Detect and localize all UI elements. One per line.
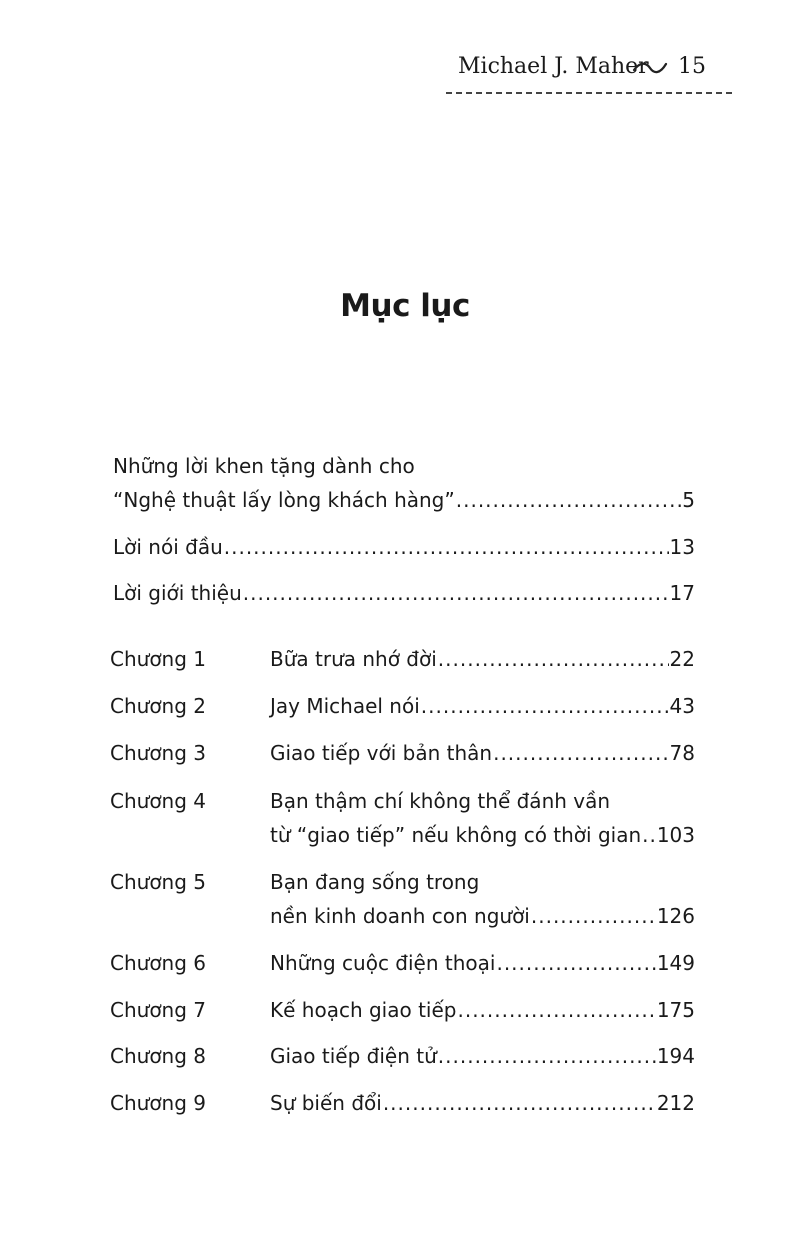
chapter-label: Chương 4 [110, 789, 207, 813]
dot-leader [457, 998, 655, 1022]
chapter-label: Chương 8 [110, 1044, 207, 1068]
chapter-title: nền kinh doanh con người [270, 904, 530, 928]
dot-leader [531, 904, 656, 928]
toc-page-number: 126 [656, 904, 695, 928]
toc-page-number: 212 [656, 1091, 695, 1115]
dot-leader [493, 741, 668, 765]
toc-entry-line: Những lời khen tặng dành cho [113, 454, 415, 478]
chapter-title: Sự biến đổi [270, 1091, 382, 1115]
chapter-title: Những cuộc điện thoại [270, 951, 496, 975]
toc-page-number: 17 [669, 581, 695, 605]
toc-entry-chapter-8 [270, 1044, 695, 1068]
header-page-number: 15 [678, 54, 706, 79]
toc-entry-praise [113, 454, 695, 512]
chapter-title: Jay Michael nói [270, 694, 420, 718]
chapter-label: Chương 9 [110, 1091, 207, 1115]
dot-leader [383, 1091, 656, 1115]
toc-entry-chapter-9 [270, 1091, 695, 1115]
toc-page-number: 22 [669, 647, 695, 671]
chapter-title: Bạn đang sống trong [270, 870, 480, 894]
chapter-label: Chương 2 [110, 694, 207, 718]
chapter-title: Giao tiếp điện tử [270, 1044, 437, 1068]
toc-entry-chapter-2 [270, 694, 695, 718]
page-title: Mục lục [340, 288, 470, 324]
chapter-label: Chương 7 [110, 998, 207, 1022]
toc-entry-chapter-3 [270, 741, 695, 765]
chapter-title: Bữa trưa nhớ đời [270, 647, 437, 671]
chapter-title: từ “giao tiếp” nếu không có thời gian [270, 823, 642, 847]
dot-leader [421, 694, 669, 718]
toc-page-number: 149 [656, 951, 695, 975]
dot-leader [456, 488, 682, 512]
dot-leader [243, 581, 669, 605]
header-author: Michael J. Maher [458, 54, 649, 79]
chapter-label: Chương 1 [110, 647, 207, 671]
toc-entry-line: Lời giới thiệu [113, 581, 242, 605]
swirl-ornament-icon [632, 60, 668, 76]
toc-page-number: 78 [669, 741, 695, 765]
dot-leader [224, 535, 669, 559]
chapter-label: Chương 3 [110, 741, 207, 765]
dot-leader [438, 1044, 656, 1068]
chapter-label: Chương 6 [110, 951, 207, 975]
toc-entry-preface [113, 535, 695, 559]
toc-entry-line: Lời nói đầu [113, 535, 223, 559]
toc-entry-introduction [113, 581, 695, 605]
toc-entry-chapter-5 [270, 870, 695, 928]
dot-leader [642, 823, 656, 847]
toc-page-number: 13 [669, 535, 695, 559]
toc-page-number: 175 [656, 998, 695, 1022]
dot-leader [496, 951, 655, 975]
toc-entry-chapter-6 [270, 951, 695, 975]
toc-entry-chapter-7 [270, 998, 695, 1022]
toc-entry-line: “Nghệ thuật lấy lòng khách hàng” [113, 488, 455, 512]
chapter-title: Kế hoạch giao tiếp [270, 998, 457, 1022]
toc-page-number: 103 [656, 823, 695, 847]
chapter-title: Giao tiếp với bản thân [270, 741, 493, 765]
toc-page-number: 5 [682, 488, 695, 512]
dot-leader [438, 647, 669, 671]
toc-page-number: 194 [656, 1044, 695, 1068]
chapter-label: Chương 5 [110, 870, 207, 894]
toc-entry-chapter-1 [270, 647, 695, 671]
running-header [446, 52, 732, 94]
chapter-title: Bạn thậm chí không thể đánh vần [270, 789, 611, 813]
toc-entry-chapter-4 [270, 789, 695, 847]
toc-page-number: 43 [669, 694, 695, 718]
